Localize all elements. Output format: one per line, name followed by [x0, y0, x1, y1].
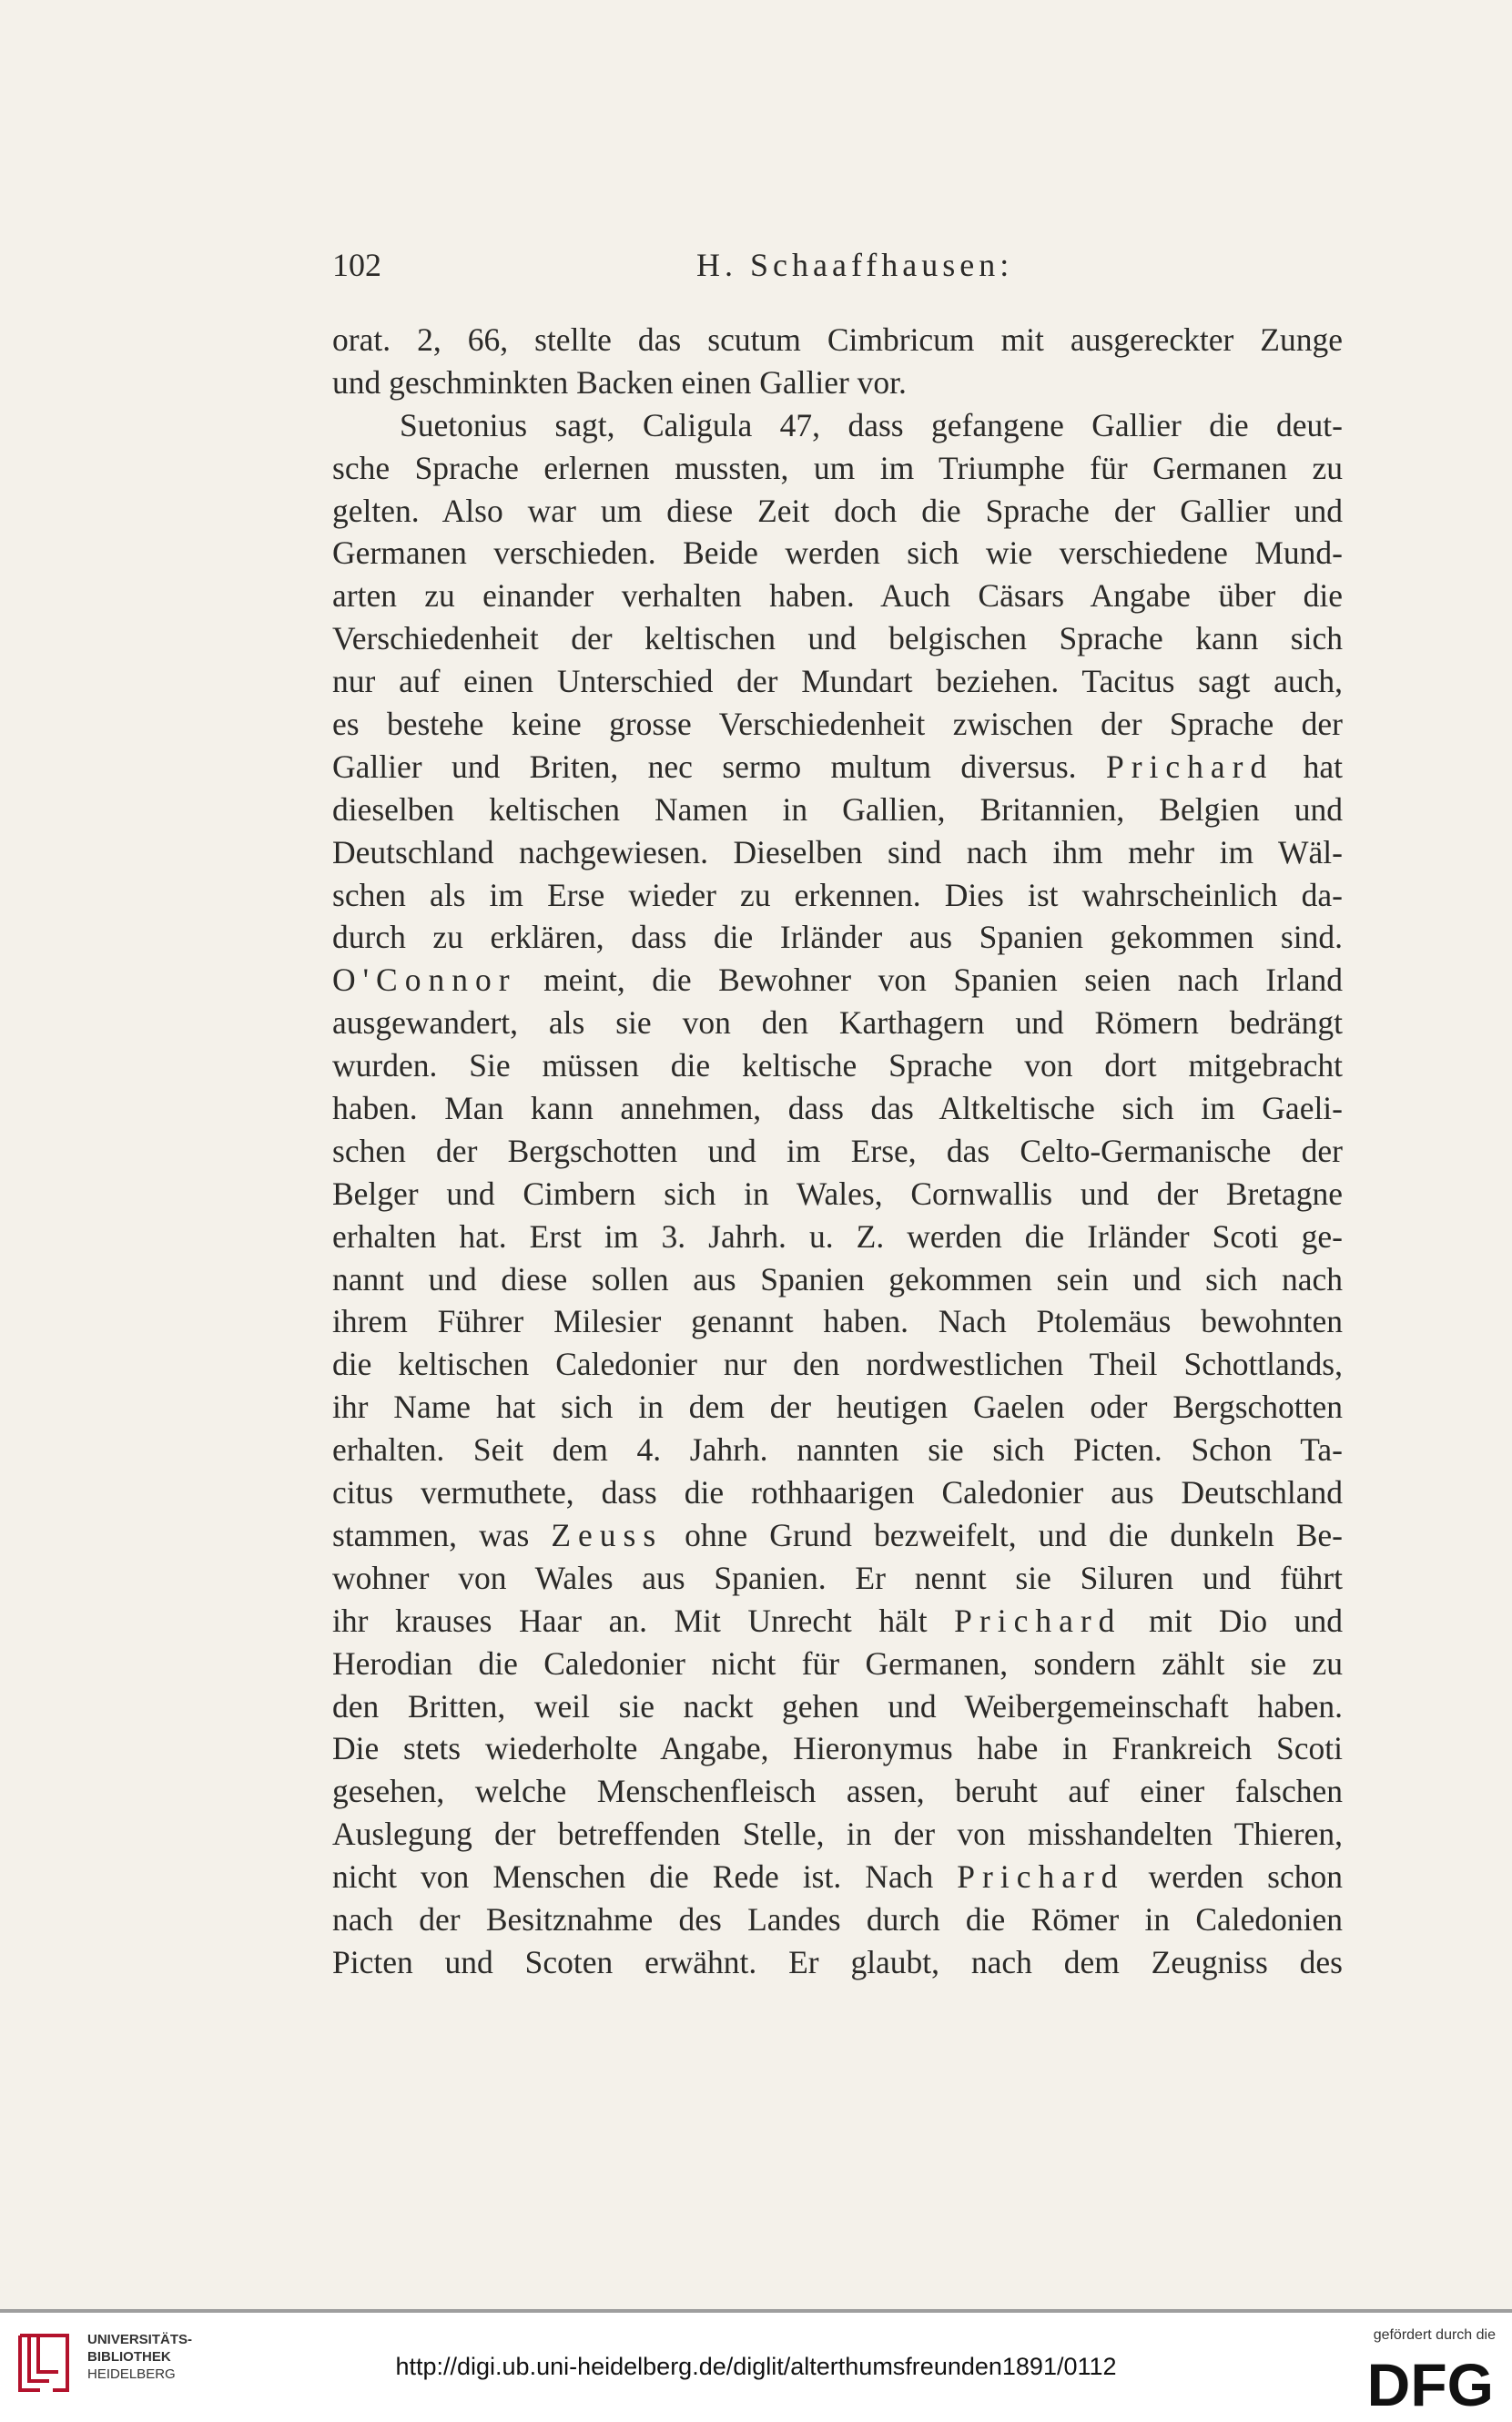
text-line: dieselben keltischen Namen in Gallien, Britannien, Belgien und — [332, 790, 1343, 828]
text-line: nach der Besitznahme des Landes durch die Römer in Caledonien — [332, 1900, 1343, 1938]
permalink-url[interactable]: http://digi.ub.uni-heidelberg.de/diglit/alterthumsfreunden1891/0112 — [395, 2353, 1117, 2380]
text-line: Suetonius sagt, Caligula 47, dass gefangene Gallier die deut- — [400, 406, 1343, 443]
text-line: sche Sprache erlernen mussten, um im Triumphe für Germanen zu — [332, 449, 1343, 486]
text-line — [332, 959, 1343, 1002]
library-name-line: UNIVERSITÄTS- — [87, 2332, 193, 2347]
text-line: und geschminkten Backen einen Gallier vor. — [332, 363, 907, 401]
name-prichard: Prichard — [954, 1602, 1122, 1639]
text-line: es bestehe keine grosse Verschiedenheit zwischen der Sprache der — [332, 706, 1343, 743]
body-text — [332, 319, 1343, 1984]
name-oconnor: O'Connor — [332, 962, 517, 999]
running-head: H. Schaaffhausen: — [696, 247, 1014, 283]
text-fragment: mit Dio und — [1149, 1602, 1343, 1639]
text-fragment: nicht von Menschen die Rede ist. Nach — [332, 1858, 934, 1896]
text-fragment: meint, die Bewohner von Spanien seien nach Irland — [543, 962, 1343, 999]
text-line — [332, 1600, 1343, 1643]
text-line: erhalten hat. Erst im 3. Jahrh. u. Z. werden die Irländer Scoti ge- — [332, 1217, 1343, 1255]
text-line: Die stets wiederholte Angabe, Hieronymus habe in Frankreich Scoti — [332, 1730, 1343, 1767]
text-line: Belger und Cimbern sich in Wales, Cornwallis und der Bretagne — [332, 1175, 1343, 1212]
text-line: haben. Man kann annehmen, dass das Altkeltische sich im Gaeli- — [332, 1090, 1343, 1127]
page-header — [332, 246, 1343, 291]
text-line: nur auf einen Unterschied der Mundart beziehen. Tacitus sagt auch, — [332, 663, 1343, 700]
text-line — [332, 746, 1343, 789]
text-line: Picten und Scoten erwähnt. Er glaubt, nach dem Zeugniss des — [332, 1943, 1343, 1980]
text-line: schen der Bergschotten und im Erse, das Celto-Germanische der — [332, 1132, 1343, 1169]
text-line: Herodian die Caledonier nicht für Germanen, sondern zählt sie zu — [332, 1644, 1343, 1682]
digitization-footer — [0, 2313, 1512, 2422]
library-name-line: BIBLIOTHEK — [87, 2349, 171, 2365]
text-line: nannt und diese sollen aus Spanien gekommen sein und sich nach — [332, 1260, 1343, 1298]
text-line: wohner von Wales aus Spanien. Er nennt sie Siluren und führt — [332, 1559, 1343, 1596]
text-fragment: hat — [1303, 748, 1343, 785]
text-line: Germanen verschieden. Beide werden sich wie verschiedene Mund- — [332, 534, 1343, 572]
text-line: den Britten, weil sie nackt gehen und Weibergemeinschaft haben. — [332, 1687, 1343, 1725]
text-fragment: stammen, was — [332, 1516, 530, 1553]
name-prichard: Prichard — [957, 1858, 1125, 1896]
text-fragment: ihr krauses Haar an. Mit Unrecht hält — [332, 1602, 928, 1639]
text-fragment: ohne Grund bezweifelt, und die dunkeln Be- — [685, 1516, 1343, 1553]
text-line: ausgewandert, als sie von den Karthagern und Römern bedrängt — [332, 1004, 1343, 1042]
name-zeuss: Zeuss — [551, 1516, 664, 1553]
text-line: gesehen, welche Menschenfleisch assen, beruht auf einer falschen — [332, 1773, 1343, 1810]
text-line: erhalten. Seit dem 4. Jahrh. nannten sie sich Picten. Schon Ta- — [332, 1431, 1343, 1469]
text-line: durch zu erklären, dass die Irländer aus Spanien gekommen sind. — [332, 919, 1343, 956]
dfg-logo-text: DFG — [1366, 2351, 1494, 2413]
page-number: 102 — [332, 247, 381, 283]
text-line: citus vermuthete, dass die rothhaarigen Caledonier aus Deutschland — [332, 1474, 1343, 1511]
text-line: orat. 2, 66, stellte das scutum Cimbricum mit ausgereckter Zunge — [332, 321, 1343, 358]
text-fragment: Gallier und Briten, nec sermo multum diversus. — [332, 748, 1077, 785]
text-fragment: werden schon — [1148, 1858, 1343, 1896]
library-name-line: HEIDELBERG — [87, 2366, 176, 2382]
text-line: wurden. Sie müssen die keltische Sprache von dort mitgebracht — [332, 1047, 1343, 1084]
text-line: arten zu einander verhalten haben. Auch Cäsars Angabe über die — [332, 577, 1343, 615]
text-line — [332, 1514, 1343, 1557]
text-line: ihr Name hat sich in dem der heutigen Gaelen oder Bergschotten — [332, 1389, 1343, 1426]
text-line: Verschiedenheit der keltischen und belgischen Sprache kann sich — [332, 620, 1343, 657]
funding-note: gefördert durch die — [1373, 2327, 1496, 2343]
text-line: schen als im Erse wieder zu erkennen. Dies ist wahrscheinlich da- — [332, 876, 1343, 913]
text-line: die keltischen Caledonier nur den nordwestlichen Theil Schottlands, — [332, 1346, 1343, 1383]
text-line — [332, 1856, 1343, 1898]
text-line: Auslegung der betreffenden Stelle, in der von misshandelten Thieren, — [332, 1816, 1343, 1853]
name-prichard: Prichard — [1105, 748, 1274, 785]
text-line: Deutschland nachgewiesen. Dieselben sind nach ihm mehr im Wäl- — [332, 833, 1343, 870]
text-line: gelten. Also war um diese Zeit doch die Sprache der Gallier und — [332, 492, 1343, 529]
dfg-logo-icon — [1341, 2351, 1496, 2413]
text-line: ihrem Führer Milesier genannt haben. Nach Ptolemäus bewohnten — [332, 1303, 1343, 1340]
